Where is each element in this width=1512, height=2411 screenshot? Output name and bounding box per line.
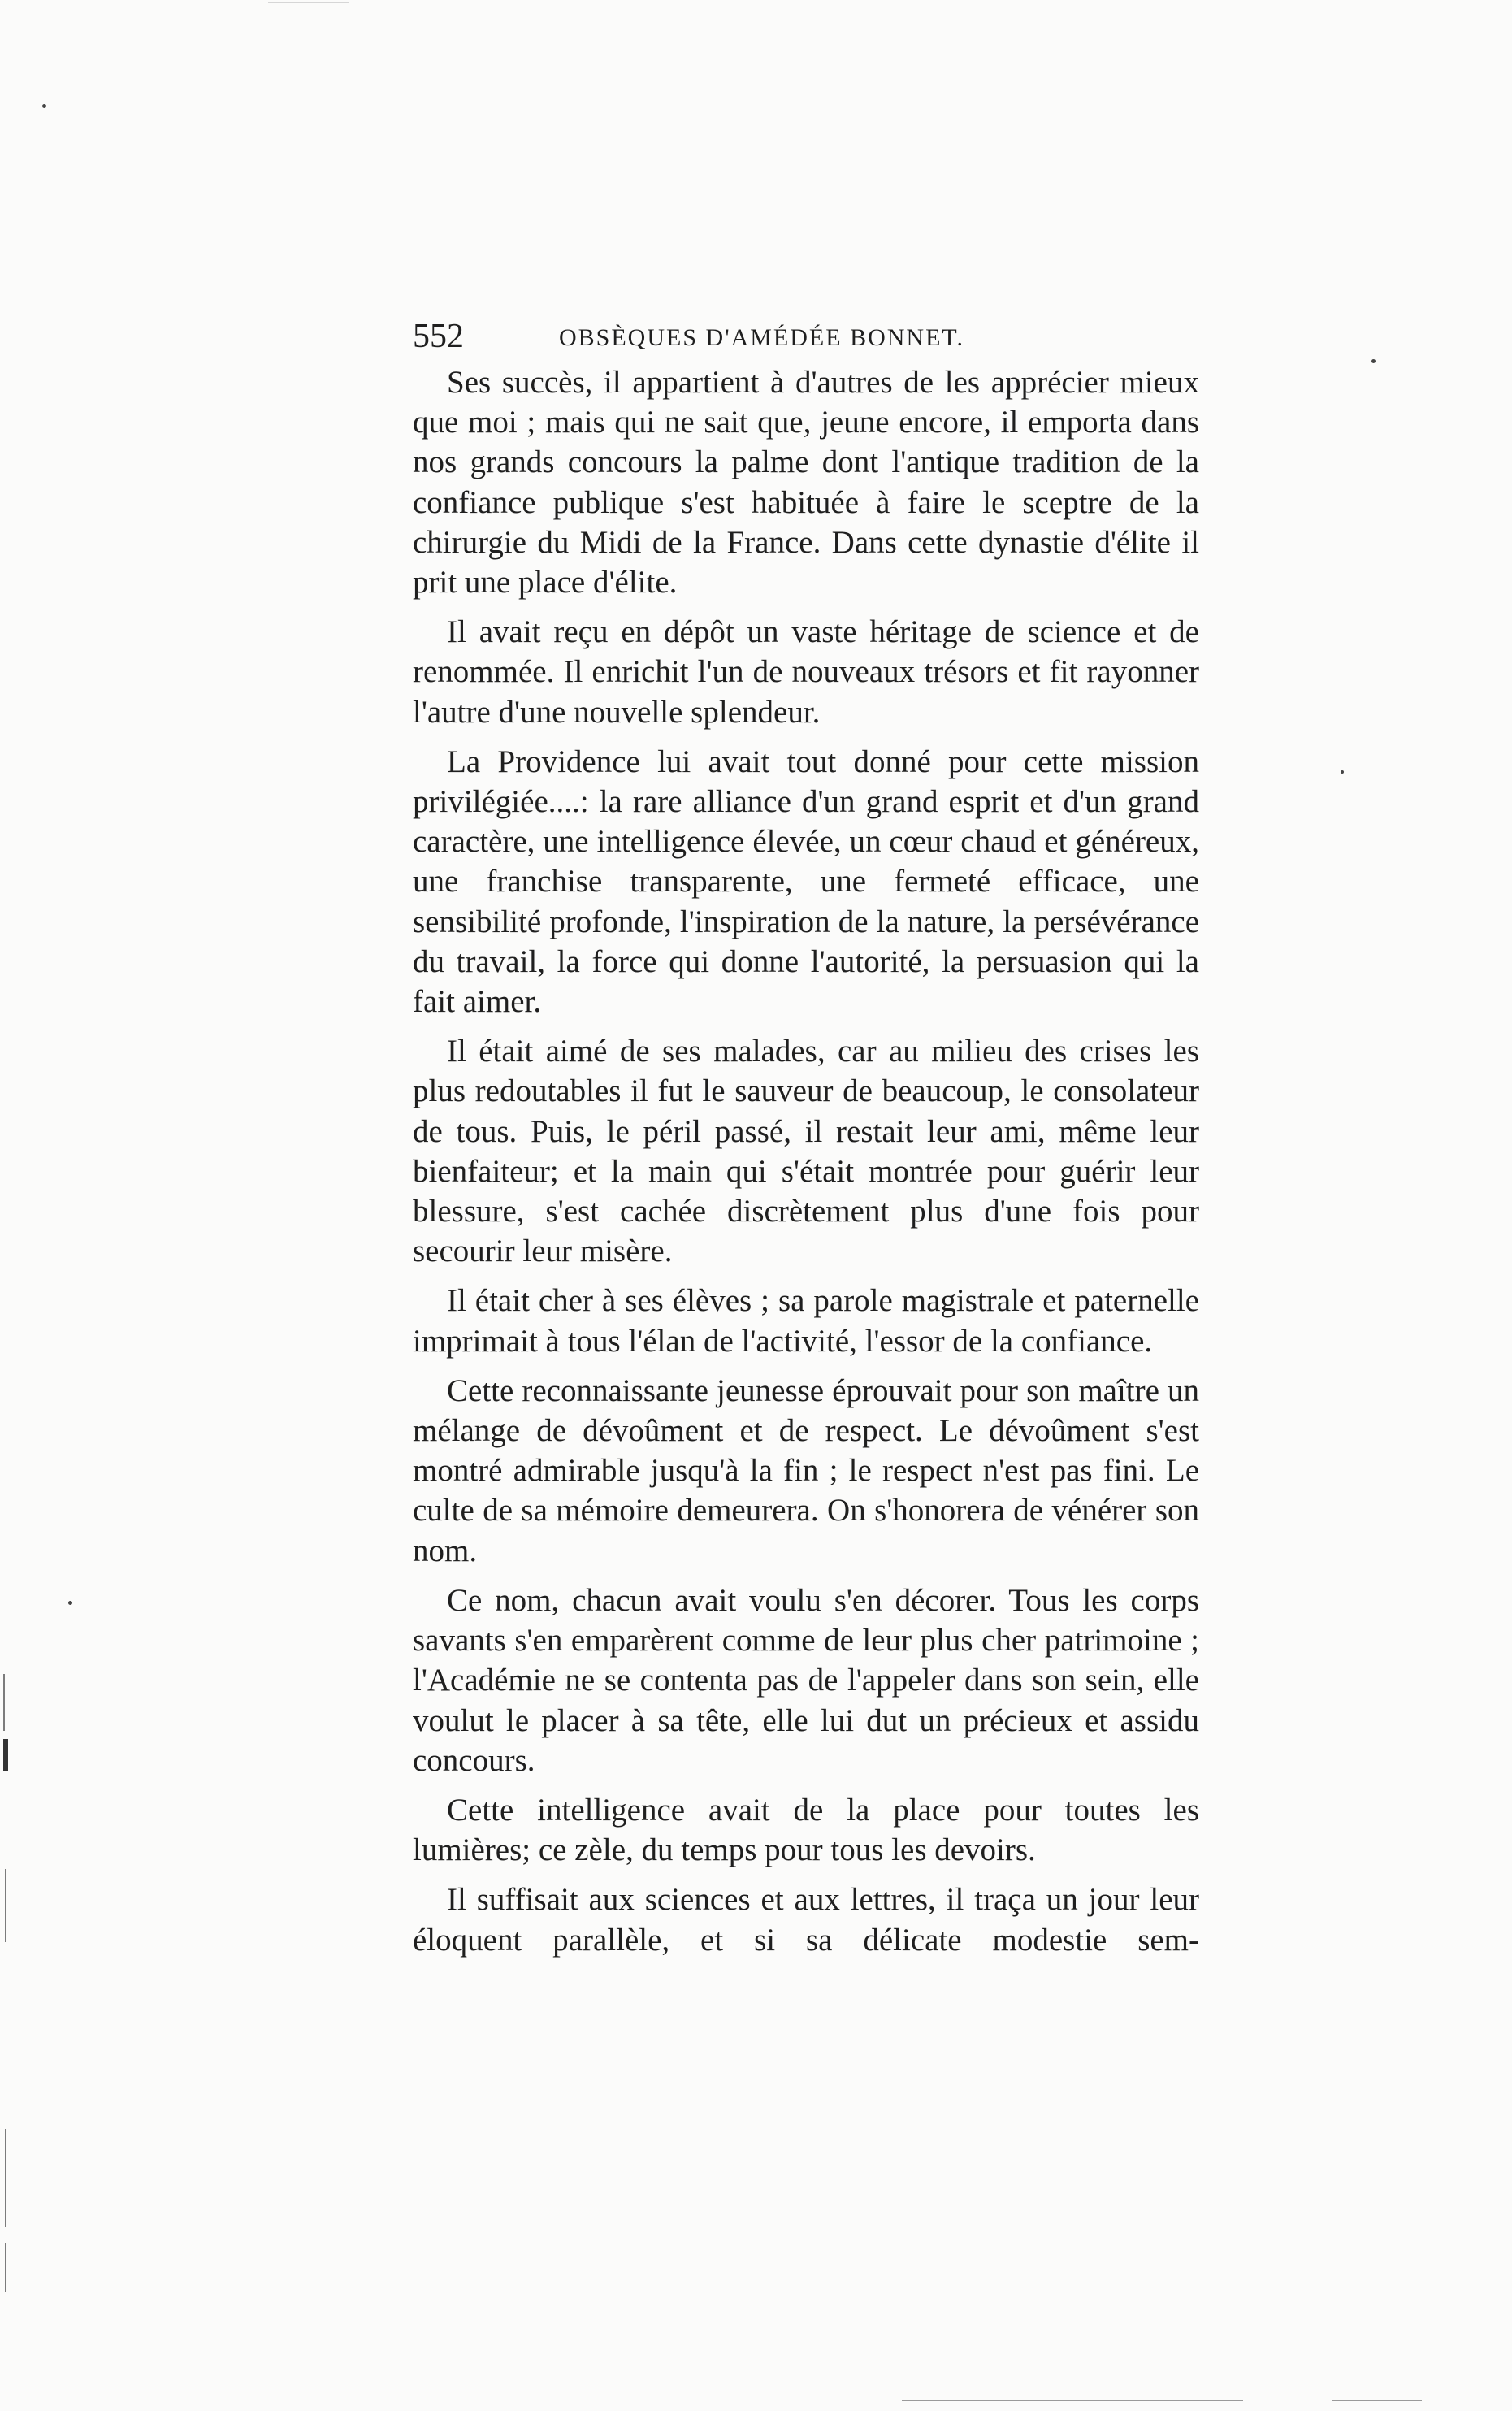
paragraph: Il était cher à ses élèves ; sa parole magistrale et paternelle imprimait à tous l'élan de l'activité, l'essor de la confiance. <box>413 1283 1199 1359</box>
body-text <box>413 362 1199 1960</box>
scan-mark <box>5 2129 6 2227</box>
paragraph: Il avait reçu en dépôt un vaste héritage de science et de renommée. Il enrichit l'un de nouveaux trésors et fit rayonner l'autre d'une nouvelle splendeur. <box>413 614 1199 730</box>
paragraph: Ses succès, il appartient à d'autres de les apprécier mieux que moi ; mais qui ne sait que, jeune encore, il emporta dans nos grands concours la palme dont l'antique tradition de la confiance publique s'est habituée à faire le sceptre de la chirurgie du Midi de la France. Dans cette dynastie d'élite il prit une place d'élite. <box>413 365 1199 601</box>
speck <box>1371 359 1376 363</box>
paragraph: Cette reconnaissante jeunesse éprouvait pour son maître un mélange de dévoûment et de respect. Le dévoûment s'est montré admirable jusqu'à la fin ; le respect n'est pas fini. Le culte de sa mémoire demeurera. On s'honorera de vénérer son nom. <box>413 1372 1199 1568</box>
paragraph: Il suffisait aux sciences et aux lettres, il traça un jour leur éloquent parallèle, et si sa délicate modestie sem- <box>413 1882 1199 1958</box>
scan-mark <box>3 1739 8 1771</box>
paragraph: Cette intelligence avait de la place pour toutes les lumières; ce zèle, du temps pour tous les devoirs. <box>413 1792 1199 1868</box>
speck <box>42 104 46 108</box>
paragraph: Ce nom, chacun avait voulu s'en décorer. Tous les corps savants s'en emparèrent comme de leur plus cher patrimoine ; l'Académie ne se contenta pas de l'appeler dans son sein, elle voulut le placer à sa tête, elle lui dut un précieux et assidu concours. <box>413 1582 1199 1778</box>
running-head <box>413 315 1199 358</box>
edge-rule <box>1332 2400 1422 2401</box>
scan-mark <box>5 1869 6 1942</box>
scan-mark <box>5 2243 6 2292</box>
speck <box>68 1601 72 1605</box>
header-title: OBSÈQUES D'AMÉDÉE BONNET. <box>559 324 965 351</box>
scan-mark <box>3 1674 5 1731</box>
page-number: 552 <box>413 318 464 355</box>
edge-rule <box>902 2400 1243 2401</box>
paragraph: La Providence lui avait tout donné pour cette mission privilégiée....: la rare alliance d'un grand esprit et d'un grand caractère, une intelligence élevée, un cœur chaud et généreux, une franchise transparente, une fermeté efficace, une sensibilité profonde, l'inspiration de la nature, la persévérance du travail, la force qui donne l'autorité, la persuasion qui la fait aimer. <box>413 744 1199 1020</box>
page-content <box>413 315 1199 1960</box>
edge-rule <box>268 2 349 3</box>
paragraph: Il était aimé de ses malades, car au milieu des crises les plus redoutables il fut le sauveur de beaucoup, le consolateur de tous. Puis, le péril passé, il restait leur ami, même leur bienfaiteur; et la main qui s'était montrée pour guérir leur blessure, s'est cachée discrètement plus d'une fois pour secourir leur misère. <box>413 1034 1199 1269</box>
speck <box>1341 770 1344 774</box>
